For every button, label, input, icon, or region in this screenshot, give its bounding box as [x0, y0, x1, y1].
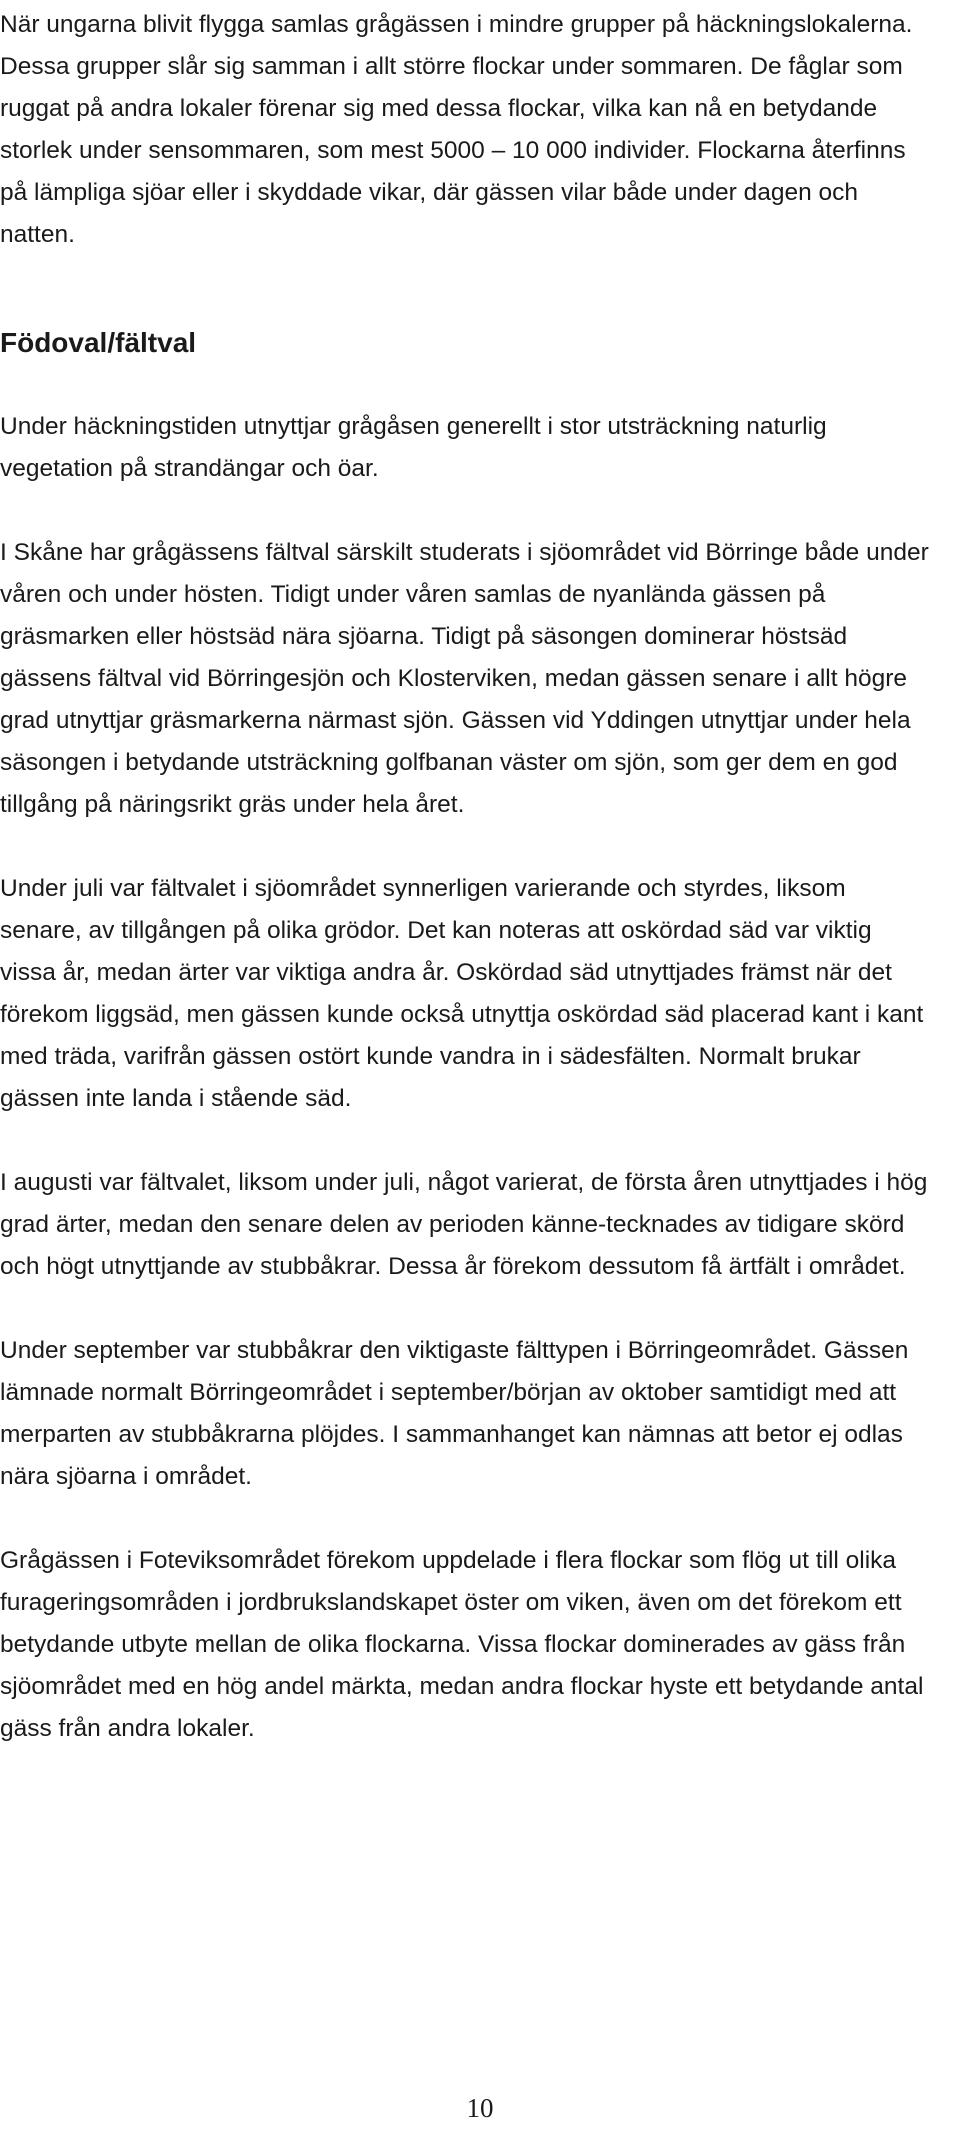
intro-paragraph: När ungarna blivit flygga samlas grågässen i mindre grupper på häckningslokalerna. Dessa grupper slår sig samman i allt större flockar under sommaren. De fåglar som ruggat på andra lokaler förenar sig med dessa flockar, vilka kan nå en betydande storlek under sensommaren, som mest 5000 – 10 000 individer. Flockarna återfinns på lämpliga sjöar eller i skyddade vikar, där gässen vilar både under dagen och natten. [0, 11, 913, 248]
page-number: 10 [466, 2093, 494, 2123]
body-paragraph: Under juli var fältvalet i sjöområdet synnerligen varierande och styrdes, liksom senare, av tillgången på olika grödor. Det kan noteras att oskördad säd var viktig vissa år, medan ärter var viktiga andra år. Oskördad säd utnyttjades främst när det förekom liggsäd, men gässen kunde också utnyttja oskördad säd placerad kant i kant med träda, varifrån gässen ostört kunde vandra in i sädesfälten. Normalt brukar gässen inte landa i stående säd. [0, 875, 924, 1112]
body-paragraph: Under häckningstiden utnyttjar grågåsen generellt i stor utsträckning naturlig vegetation på strandängar och öar. [0, 413, 827, 482]
body-paragraph: Grågässen i Foteviksområdet förekom uppdelade i flera flockar som flög ut till olika furageringsområden i jordbrukslandskapet öster om viken, även om det förekom ett betydande utbyte mellan de olika flockarna. Vissa flockar dominerades av gäss från sjöområdet med en hög andel märkta, medan andra flockar hyste ett betydande antal gäss från andra lokaler. [0, 1547, 924, 1742]
body-paragraph: I augusti var fältvalet, liksom under juli, något varierat, de första åren utnyttjades i hög grad ärter, medan den senare delen av perioden känne-tecknades av tidigare skörd och högt utnyttjande av stubbåkrar. Dessa år förekom dessutom få ärtfält i området. [0, 1169, 928, 1280]
section-heading: Födoval/fältval [0, 327, 197, 358]
body-paragraph: I Skåne har grågässens fältval särskilt studerats i sjöområdet vid Börringe både under våren och under hösten. Tidigt under våren samlas de nyanlända gässen på gräsmarken eller höstsäd nära sjöarna. Tidigt på säsongen dominerar höstsäd gässens fältval vid Börringesjön och Klosterviken, medan gässen senare i allt högre grad utnyttjar gräsmarkerna närmast sjön. Gässen vid Yddingen utnyttjar under hela säsongen i betydande utsträckning golfbanan väster om sjön, som ger dem en god tillgång på näringsrikt gräs under hela året. [0, 539, 929, 818]
page-content [0, 4, 930, 1750]
body-paragraph: Under september var stubbåkrar den viktigaste fälttypen i Börringeområdet. Gässen lämnade normalt Börringeområdet i september/början av oktober samtidigt med att merparten av stubbåkrarna plöjdes. I sammanhanget kan nämnas att betor ej odlas nära sjöarna i området. [0, 1337, 909, 1490]
